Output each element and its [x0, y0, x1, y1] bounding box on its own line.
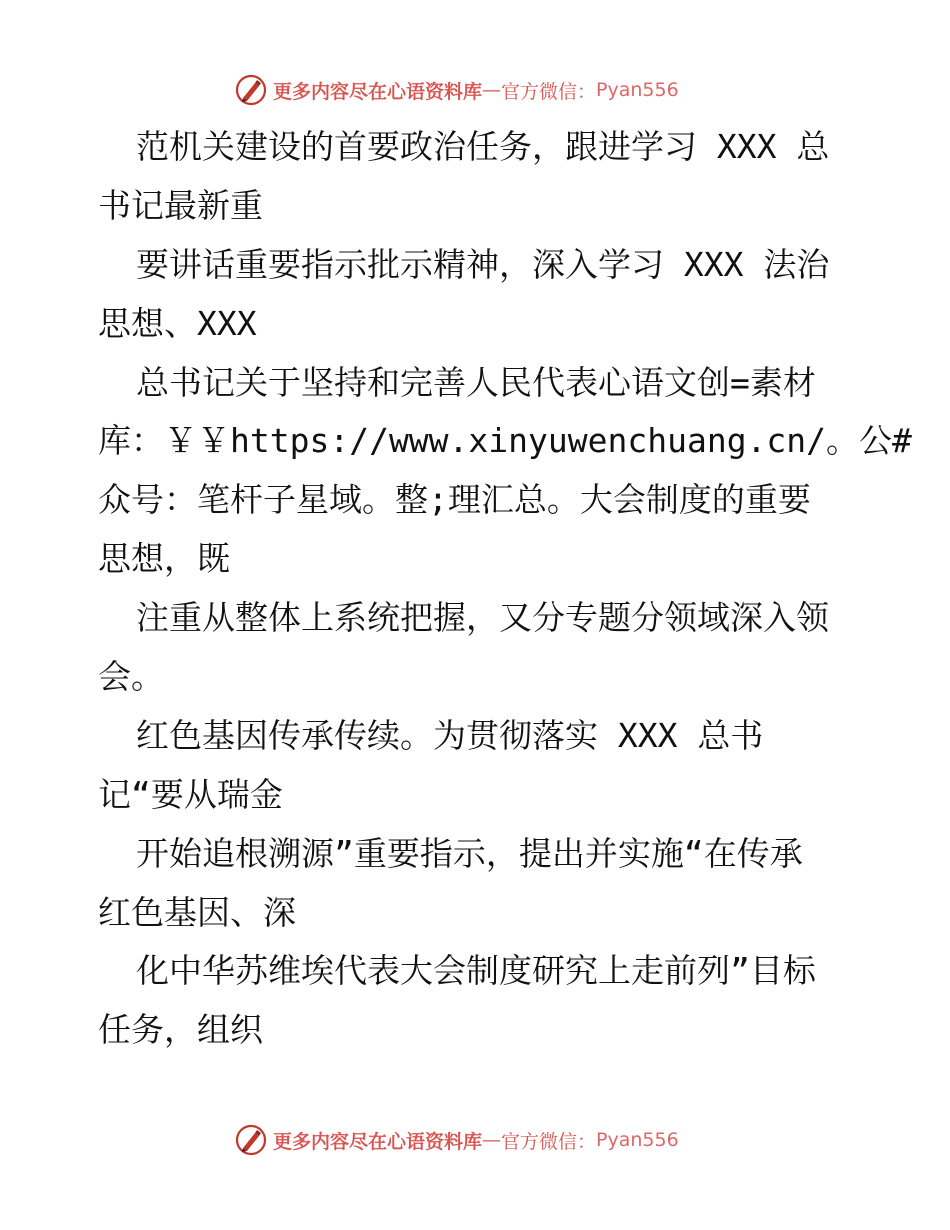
text-line: 要讲话重要指示批示精神，深入学习 XXX 法治 [136, 244, 830, 284]
text-line: 会。 [98, 657, 164, 697]
body-text [98, 118, 912, 1060]
text-line: 思想，既 [98, 539, 230, 579]
text-line: 思想、XXX [98, 303, 257, 343]
watermark-dash: — [482, 1129, 502, 1151]
watermark-slogan: 更多内容尽在心语资料库 [273, 80, 483, 103]
text-line: 库：￥￥https://www.xinyuwenchuang.cn/。公# [98, 421, 912, 461]
text-line: 书记最新重 [98, 185, 263, 225]
red-pen-logo-icon [235, 74, 267, 106]
text-line: 总书记关于坚持和完善人民代表心语文创=素材 [136, 362, 816, 402]
watermark-handle: Pyan556 [596, 79, 679, 101]
watermark-handle: Pyan556 [596, 1129, 679, 1151]
watermark-slogan: 更多内容尽在心语资料库 [273, 1130, 483, 1153]
text-line: 开始追根溯源”重要指示，提出并实施“在传承 [136, 833, 803, 873]
text-line: 任务，组织 [98, 1010, 263, 1050]
watermark-wechat-label: 官方微信： [501, 1130, 597, 1153]
text-line: 记“要从瑞金 [98, 774, 283, 814]
text-line: 红色基因、深 [98, 892, 296, 932]
text-line: 众号：笔杆子星域。整;理汇总。大会制度的重要 [98, 480, 811, 520]
text-line: 范机关建设的首要政治任务，跟进学习 XXX 总 [136, 127, 830, 166]
footer-watermark [235, 1123, 735, 1157]
text-line: 红色基因传承传续。为贯彻落实 XXX 总书 [136, 715, 764, 755]
header-watermark [235, 73, 735, 107]
watermark-dash: — [482, 79, 502, 101]
text-line: 注重从整体上系统把握，又分专题分领域深入领 [136, 598, 829, 638]
red-pen-logo-icon [235, 1124, 267, 1156]
watermark-wechat-label: 官方微信： [501, 80, 597, 103]
text-line: 化中华苏维埃代表大会制度研究上走前列”目标 [136, 951, 816, 991]
